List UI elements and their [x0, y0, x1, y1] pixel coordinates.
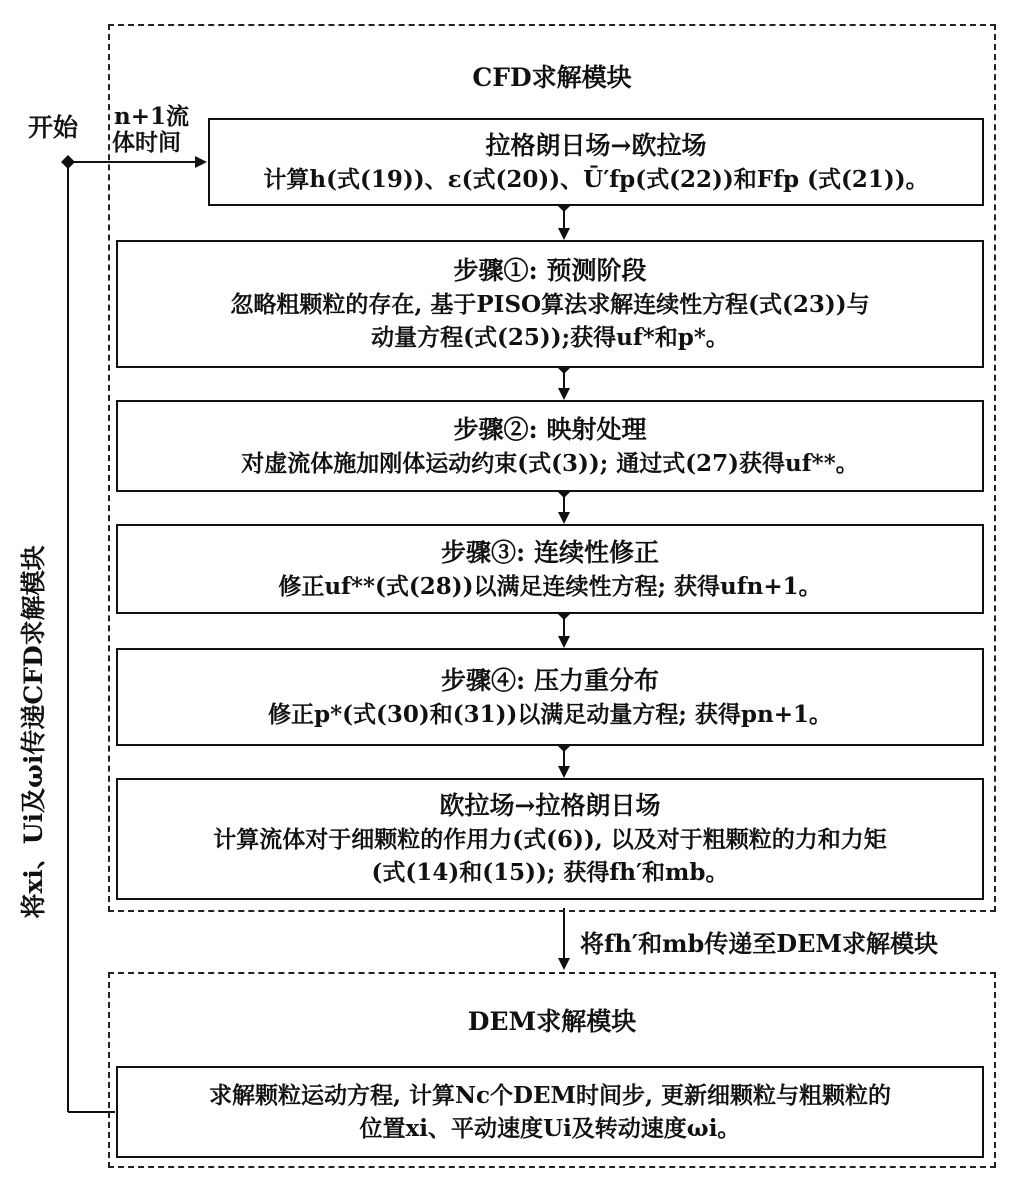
dem-module-title: DEM求解模块: [467, 1007, 637, 1036]
step-text-line: 计算流体对于细颗粒的作用力(式(6)), 以及对于粗颗粒的力和力矩: [213, 826, 887, 853]
time-label-line1: n+1流: [114, 103, 189, 130]
transfer-label: 将fh′和mb传递至DEM求解模块: [580, 929, 938, 958]
step-title: 步骤②: 映射处理: [453, 414, 647, 444]
step-text-line: 修正p*(式(30)和(31))以满足动量方程; 获得pn+1。: [268, 700, 832, 728]
step-title: 步骤④: 压力重分布: [441, 665, 659, 695]
cfd-module-title: CFD求解模块: [472, 63, 632, 92]
dem-step-box: [116, 1066, 984, 1158]
step-text-line: 修正uf**(式(28))以满足连续性方程; 获得ufn+1。: [278, 572, 822, 600]
step-box-continuity-correction: [116, 524, 984, 614]
step-text-line: (式(14)和(15)); 获得fh′和mb。: [371, 859, 729, 886]
step-title: 拉格朗日场→欧拉场: [485, 130, 707, 160]
time-label-line2: 体时间: [112, 129, 181, 156]
step-text-line: 计算h(式(19))、ε(式(20))、Ū′fp(式(22))和Ffp (式(21))。: [263, 165, 929, 193]
step-title: 欧拉场→拉格朗日场: [439, 791, 661, 820]
step-text-line: 对虚流体施加刚体运动约束(式(3)); 通过式(27)获得uf**。: [241, 449, 859, 477]
start-junction-diamond: [61, 155, 75, 169]
step-text-line: 动量方程(式(25));获得uf*和p*。: [371, 324, 729, 351]
step-box-prediction: [116, 240, 984, 368]
step-title: 步骤①: 预测阶段: [453, 256, 647, 285]
step-box-euler-to-lagrange: [116, 778, 984, 900]
dem-text-line: 求解颗粒运动方程, 计算Nc个DEM时间步, 更新细颗粒与粗颗粒的: [209, 1082, 891, 1109]
step-box-lagrange-to-euler: [208, 118, 984, 206]
step-box-mapping: [116, 400, 984, 492]
feedback-label: 将xi、Ui及ωi传递CFD求解模块: [19, 545, 48, 919]
dem-text-line: 位置xi、平动速度Ui及转动速度ωi。: [359, 1115, 741, 1142]
start-label: 开始: [28, 113, 79, 142]
step-title: 步骤③: 连续性修正: [441, 537, 659, 567]
step-text-line: 忽略粗颗粒的存在, 基于PISO算法求解连续性方程(式(23))与: [230, 291, 870, 318]
step-box-pressure-redistribution: [116, 648, 984, 746]
